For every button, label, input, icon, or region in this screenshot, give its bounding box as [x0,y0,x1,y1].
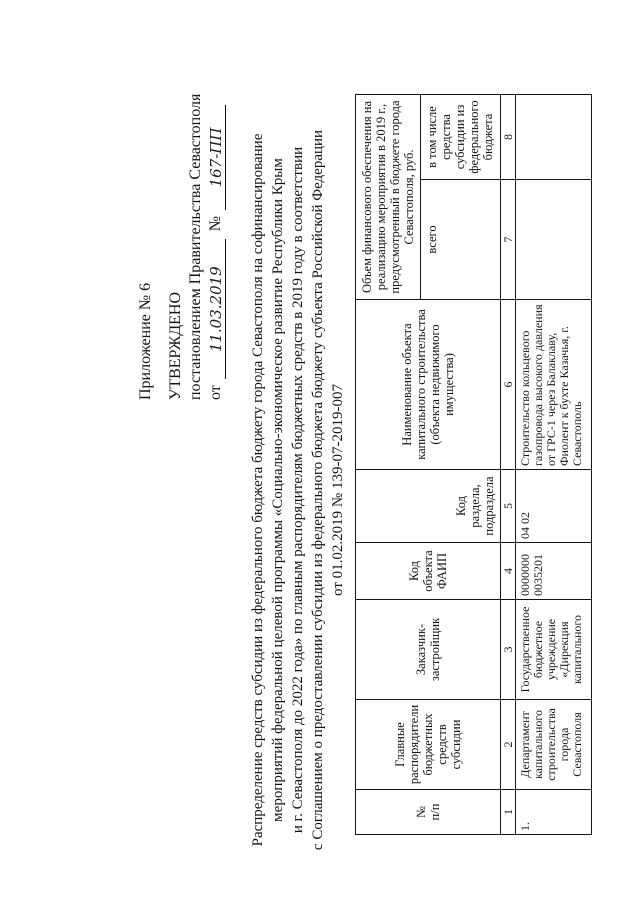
number-prefix: № [207,215,224,232]
column-number-8: 8 [501,94,516,179]
column-number-5: 5 [501,469,516,542]
handwritten-number: 167-ПП [207,105,226,210]
approval-block [136,70,226,400]
table-row-1-faip-code: 0000000 0035201 [516,542,592,599]
decree-date-line [206,70,226,400]
table-row-1-funding-federal [516,94,592,179]
column-number-1: 1 [501,789,516,834]
decree-line: постановлением Правительства Севастополя [187,93,204,400]
title-line-1: Распределение средств субсидии из федерального бюджета бюджету города Севастополя на софинансирование [250,133,266,847]
header-section-code: Код раздела, подраздела [356,469,501,542]
title-line-5: от 01.02.2019 № 139-07-2019-007 [330,384,346,596]
header-customer: Заказчик-застройщик [356,599,501,699]
column-number-3: 3 [501,599,516,699]
column-number-7: 7 [501,179,516,299]
title-line-4: с Соглашением о предоставлении субсидии из федерального бюджета бюджету субъекта Российской Федерации [310,129,326,851]
table-row-1-num: 1. [516,789,592,834]
title-line-2: мероприятий федеральной целевой программы «Социально-экономическое развитие Республики Крым [270,158,286,822]
header-num: № п/п [356,789,501,834]
column-number-6: 6 [501,299,516,469]
appendix-label: Приложение № 6 [137,282,154,400]
table-row-1-main-manager: Департамент капитального строительства города Севастополя [516,699,592,789]
approved-label: УТВЕРЖДЕНО [167,291,184,400]
handwritten-date: 11.03.2019 [207,239,226,379]
column-number-2: 2 [501,699,516,789]
date-prefix: от [207,385,224,400]
table-row-1-funding-total [516,179,592,299]
header-funding-federal: в том числе средства субсидии из федерального бюджета [421,94,501,179]
header-main-managers: Главные распорядители бюджетных средств субсидии [356,699,501,789]
header-faip-code: Код объекта ФАИП [356,542,501,599]
header-object-name: Наименование объекта капитального строительства (объекта недвижимого имущества) [356,299,501,469]
table-row-1-section-code: 04 02 [516,469,592,542]
distribution-table [355,94,592,835]
document-title [248,115,348,865]
column-number-4: 4 [501,542,516,599]
table-row-1-customer: Государственное бюджетное учреждение «Дирекция капитального [516,599,592,699]
header-funding-total: всего [421,179,501,299]
table-row-1-object-name: Строительство кольцевого газопровода высокого давления от ГРС-1 через Балаклаву, Фиолент к бухте Казачья, г. Севастополь [516,299,592,469]
header-funding: Объем финансового обеспечения на реализацию мероприятия в 2019 г., предусмотренный в бюджете города Севастополя, руб. [356,94,421,299]
title-line-3: и г. Севастополя до 2022 года» по главным распорядителям бюджетных средств в 2019 году в соответствии [290,146,306,834]
